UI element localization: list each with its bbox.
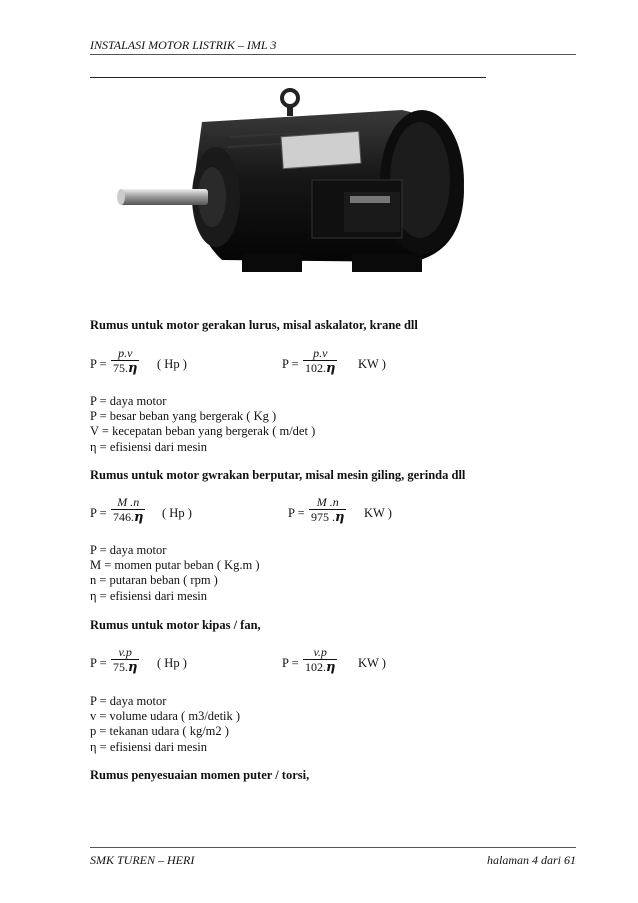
section-2-eq1-unit: ( Hp ) [162,506,192,520]
section-2-eq1-fraction [111,496,145,525]
section-1-definitions [90,394,315,455]
section-1-eq2-fraction [303,347,337,376]
section-3-eq1-denominator: 75. [113,660,128,674]
section-2-eq1-denominator: 746. [113,510,134,524]
section-1-eq1-unit: ( Hp ) [157,357,187,371]
section-1-eq2-denominator: 102. [305,361,326,375]
section-2-eq1-eta: η [134,510,144,525]
section-3-eq2-denominator: 102. [305,660,326,674]
section-1-eq1-numerator: p.v [118,346,133,360]
definition-line: η = efisiensi dari mesin [90,588,208,603]
page-number: halaman 4 dari 61 [486,853,576,867]
title-rule [90,77,486,78]
section-1-eq1-denominator: 75. [113,361,128,375]
section-3-eq2-unit: KW ) [358,656,386,670]
definition-line: P = daya motor [90,394,167,408]
section-2-eq1-lhs: P = [90,506,107,520]
section-2-eq2-unit: KW ) [364,506,392,520]
section-1-eq2-numerator: p.v [313,346,328,360]
section-3-definitions [90,694,240,755]
footer-rule [90,847,576,848]
section-2-definitions [90,543,260,604]
section-3-eq2-lhs: P = [282,656,299,670]
section-3-eq2-fraction [303,646,337,675]
definition-line: P = daya motor [90,694,167,708]
section-3-eq1-fraction [111,646,139,675]
definition-line: V = kecepatan beban yang bergerak ( m/det ) [90,424,316,439]
definition-line: P = besar beban yang bergerak ( Kg ) [90,409,277,424]
section-3-eq2-eta: η [326,660,336,675]
section-1-eq1-fraction [111,347,139,376]
section-1-eq2-eta: η [326,361,336,376]
section-2-eq2-numerator: M .n [316,495,339,509]
footer-left-text: SMK TUREN – HERI [90,853,195,867]
definition-line: η = efisiensi dari mesin [90,439,208,454]
section-3-eq1-eta: η [128,660,138,675]
section-2-eq2-eta: η [335,510,345,525]
definition-line: η = efisiensi dari mesin [90,739,208,754]
header-rule [90,54,576,55]
definition-line: P = daya motor [90,543,167,557]
section-2-eq2-fraction [309,496,346,525]
section-3-eq1-unit: ( Hp ) [157,656,187,670]
section-3-heading: Rumus untuk motor kipas / fan, [90,618,261,632]
page-header-title: INSTALASI MOTOR LISTRIK – IML 3 [90,38,277,52]
section-4-heading: Rumus penyesuaian momen puter / torsi, [90,768,310,782]
definition-line: v = volume udara ( m3/detik ) [90,709,241,724]
section-1-eq1-lhs: P = [90,357,107,371]
definition-line: n = putaran beban ( rpm ) [90,573,218,588]
electric-motor-image [112,82,472,282]
section-1-eq1-eta: η [128,361,138,376]
section-1-eq2-unit: KW ) [358,357,386,371]
section-3-eq1-numerator: v.p [118,645,132,659]
section-2-eq1-numerator: M .n [117,495,140,509]
section-1-heading: Rumus untuk motor gerakan lurus, misal askalator, krane dll [90,318,418,332]
section-3-eq2-numerator: v.p [313,645,327,659]
section-3-eq1-lhs: P = [90,656,107,670]
section-1-eq2-lhs: P = [282,357,299,371]
section-2-eq2-denominator: 975 . [311,510,335,524]
definition-line: M = momen putar beban ( Kg.m ) [90,558,260,573]
definition-line: p = tekanan udara ( kg/m2 ) [90,724,229,739]
section-2-heading: Rumus untuk motor gwrakan berputar, misal mesin giling, gerinda dll [90,468,466,482]
section-2-eq2-lhs: P = [288,506,305,520]
